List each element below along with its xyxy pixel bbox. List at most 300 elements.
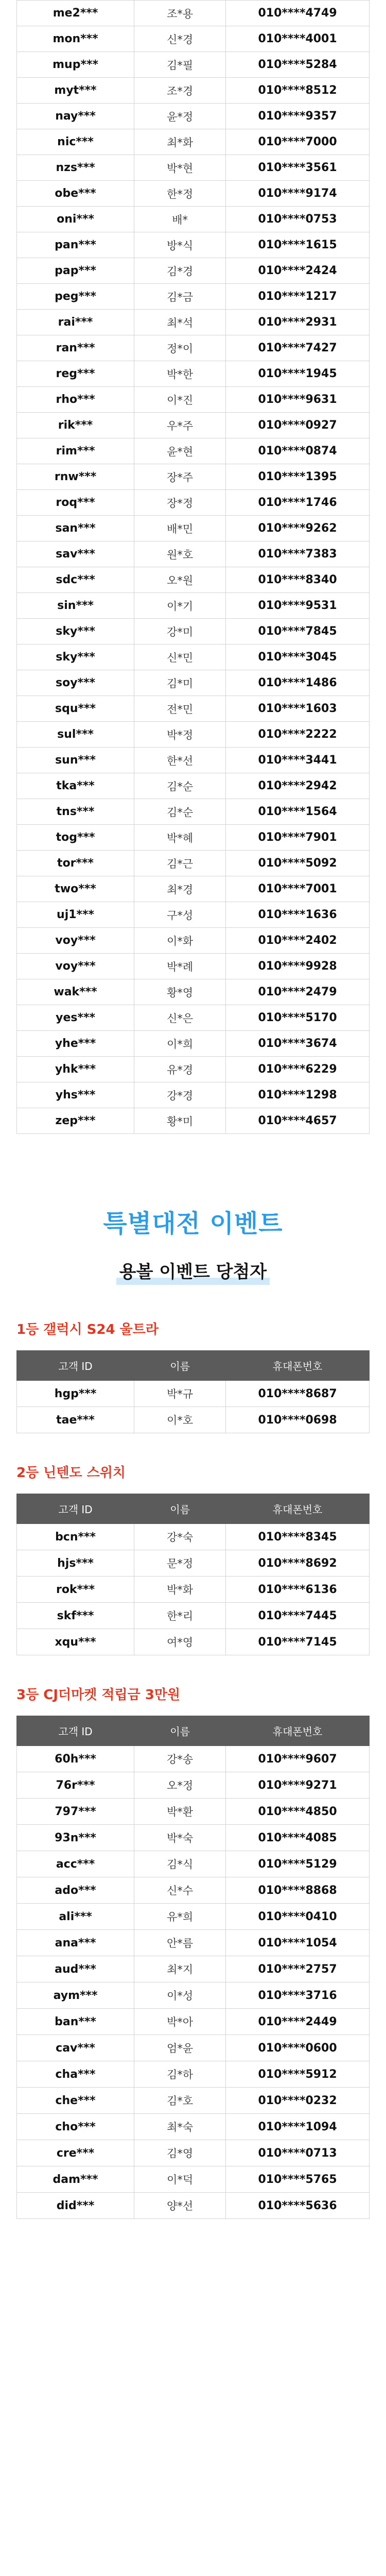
customer-id-cell: tog*** [17,825,134,851]
table-row [17,773,370,799]
customer-id-cell: sul*** [17,722,134,748]
customer-id-cell: myt*** [17,78,134,104]
customer-id-cell: uj1*** [17,902,134,928]
customer-name-cell: 장*정 [134,490,226,516]
customer-name-cell: 구*성 [134,902,226,928]
customer-name-cell: 이*호 [134,1407,226,1433]
customer-name-cell: 박*규 [134,1381,226,1407]
customer-id-cell: rim*** [17,438,134,464]
phone-number-cell: 010****7445 [226,1603,370,1629]
phone-number-cell: 010****2449 [226,2009,370,2035]
event-subtitle: 용볼 이벤트 당첨자 [119,1262,267,1282]
customer-id-cell: zep*** [17,1108,134,1134]
table-row [17,696,370,722]
phone-number-cell: 010****5765 [226,2166,370,2193]
table-row [17,2140,370,2166]
table-row [17,104,370,129]
table-row [17,1877,370,1904]
phone-number-cell: 010****2942 [226,773,370,799]
table-row [17,52,370,78]
customer-name-cell: 유*경 [134,1057,226,1082]
phone-number-cell: 010****3561 [226,155,370,181]
customer-id-cell: voy*** [17,928,134,954]
customer-name-cell: 박*한 [134,361,226,387]
customer-name-cell: 강*미 [134,619,226,645]
customer-id-cell: sky*** [17,619,134,645]
customer-name-cell: 이*기 [134,593,226,619]
phone-number-cell: 010****8692 [226,1550,370,1577]
table-row [17,258,370,284]
phone-number-cell: 010****1603 [226,696,370,722]
customer-id-cell: tae*** [17,1407,134,1433]
event-header [0,1211,386,1287]
table-row [17,1799,370,1825]
phone-number-cell: 010****9357 [226,104,370,129]
customer-id-cell: xqu*** [17,1629,134,1655]
table-row [17,1904,370,1930]
customer-name-cell: 신*수 [134,1877,226,1904]
customer-name-cell: 윤*현 [134,438,226,464]
customer-id-cell: rik*** [17,413,134,438]
customer-name-cell: 장*주 [134,464,226,490]
phone-number-cell: 010****3674 [226,1031,370,1057]
customer-id-cell: me2*** [17,1,134,26]
table-row [17,1381,370,1407]
table-row [17,1746,370,1772]
phone-number-cell: 010****7383 [226,541,370,567]
phone-number-cell: 010****2757 [226,1956,370,1982]
customer-id-cell: sun*** [17,748,134,773]
customer-id-cell: aud*** [17,1956,134,1982]
phone-number-cell: 010****8512 [226,78,370,104]
customer-name-cell: 우*주 [134,413,226,438]
table-row [17,2035,370,2061]
phone-number-cell: 010****2931 [226,310,370,335]
phone-number-cell: 010****6229 [226,1057,370,1082]
table-row [17,1082,370,1108]
table-row [17,902,370,928]
table-row [17,2061,370,2088]
table-row [17,129,370,155]
table-row [17,516,370,541]
previous-winners-table [16,0,370,1134]
customer-id-cell: che*** [17,2088,134,2114]
table-row [17,876,370,902]
customer-id-cell: rho*** [17,387,134,413]
prize-winners-table [16,1350,370,1433]
table-row [17,2114,370,2140]
table-row [17,593,370,619]
customer-id-cell: 93n*** [17,1825,134,1851]
customer-name-cell: 박*혜 [134,825,226,851]
customer-id-cell: squ*** [17,696,134,722]
table-row [17,155,370,181]
table-row [17,1407,370,1433]
customer-name-cell: 한*선 [134,748,226,773]
customer-id-cell: cho*** [17,2114,134,2140]
table-row [17,1603,370,1629]
phone-number-cell: 010****1395 [226,464,370,490]
phone-number-cell: 010****1746 [226,490,370,516]
phone-number-cell: 010****9174 [226,181,370,207]
phone-number-cell: 010****8687 [226,1381,370,1407]
customer-name-cell: 박*아 [134,2009,226,2035]
phone-number-cell: 010****4850 [226,1799,370,1825]
table-row [17,619,370,645]
customer-name-cell: 박*화 [134,1577,226,1603]
customer-name-cell: 김*식 [134,1851,226,1877]
customer-name-cell: 오*정 [134,1772,226,1799]
customer-id-cell: mon*** [17,26,134,52]
prize-label: 3등 CJ더마켓 적립금 3만원 [16,1687,181,1703]
event-title: 특별대전 이벤트 [103,1209,283,1238]
table-row [17,1524,370,1550]
phone-number-cell: 010****1564 [226,799,370,825]
customer-id-cell: sav*** [17,541,134,567]
customer-name-cell: 최*지 [134,1956,226,1982]
table-row [17,413,370,438]
prize-label: 1등 갤럭시 S24 울트라 [16,1322,159,1337]
table-row [17,1956,370,1982]
table-row [17,335,370,361]
phone-number-cell: 010****7001 [226,876,370,902]
customer-id-cell: pap*** [17,258,134,284]
phone-number-cell: 010****9631 [226,387,370,413]
phone-number-cell: 010****1945 [226,361,370,387]
header-name: 이름 [134,1494,226,1524]
phone-number-cell: 010****3716 [226,1982,370,2009]
customer-name-cell: 김*미 [134,670,226,696]
header-phone: 휴대폰번호 [226,1351,370,1381]
phone-number-cell: 010****6136 [226,1577,370,1603]
customer-name-cell: 양*선 [134,2193,226,2219]
phone-number-cell: 010****2402 [226,928,370,954]
phone-number-cell: 010****1486 [226,670,370,696]
customer-name-cell: 원*호 [134,541,226,567]
prize-table-wrap [16,1494,370,1655]
phone-number-cell: 010****8340 [226,567,370,593]
header-name: 이름 [134,1351,226,1381]
customer-name-cell: 배* [134,207,226,232]
customer-name-cell: 박*례 [134,954,226,979]
table-row [17,2166,370,2193]
previous-winners-body [17,1,370,1134]
customer-id-cell: ran*** [17,335,134,361]
table-row [17,207,370,232]
customer-name-cell: 안*름 [134,1930,226,1956]
table-header-row [17,1494,370,1524]
table-row [17,799,370,825]
customer-name-cell: 여*영 [134,1629,226,1655]
customer-id-cell: rok*** [17,1577,134,1603]
customer-name-cell: 배*민 [134,516,226,541]
customer-id-cell: tns*** [17,799,134,825]
header-customer-id: 고객 ID [17,1716,134,1746]
customer-name-cell: 한*정 [134,181,226,207]
table-row [17,541,370,567]
customer-id-cell: ali*** [17,1904,134,1930]
header-customer-id: 고객 ID [17,1351,134,1381]
customer-id-cell: yes*** [17,1005,134,1031]
phone-number-cell: 010****4657 [226,1108,370,1134]
customer-name-cell: 신*민 [134,645,226,670]
customer-id-cell: mup*** [17,52,134,78]
customer-id-cell: ana*** [17,1930,134,1956]
customer-name-cell: 한*리 [134,1603,226,1629]
phone-number-cell: 010****4001 [226,26,370,52]
phone-number-cell: 010****5284 [226,52,370,78]
customer-name-cell: 김*하 [134,2061,226,2088]
phone-number-cell: 010****1094 [226,2114,370,2140]
customer-id-cell: tor*** [17,851,134,876]
customer-name-cell: 최*숙 [134,2114,226,2140]
customer-name-cell: 오*원 [134,567,226,593]
customer-id-cell: acc*** [17,1851,134,1877]
customer-id-cell: roq*** [17,490,134,516]
table-header-row [17,1716,370,1746]
customer-name-cell: 조*용 [134,1,226,26]
customer-id-cell: san*** [17,516,134,541]
phone-number-cell: 010****4085 [226,1825,370,1851]
customer-id-cell: cre*** [17,2140,134,2166]
phone-number-cell: 010****1636 [226,902,370,928]
header-phone: 휴대폰번호 [226,1716,370,1746]
customer-name-cell: 정*이 [134,335,226,361]
phone-number-cell: 010****9928 [226,954,370,979]
phone-number-cell: 010****8868 [226,1877,370,1904]
phone-number-cell: 010****2424 [226,258,370,284]
table-row [17,26,370,52]
phone-number-cell: 010****7000 [226,129,370,155]
customer-name-cell: 신*경 [134,26,226,52]
table-row [17,645,370,670]
customer-name-cell: 황*영 [134,979,226,1005]
customer-name-cell: 박*정 [134,722,226,748]
customer-name-cell: 박*환 [134,1799,226,1825]
table-row [17,825,370,851]
phone-number-cell: 010****9607 [226,1746,370,1772]
phone-number-cell: 010****9271 [226,1772,370,1799]
customer-id-cell: aym*** [17,1982,134,2009]
customer-name-cell: 김*근 [134,851,226,876]
table-row [17,567,370,593]
table-row [17,1851,370,1877]
table-row [17,1930,370,1956]
customer-name-cell: 김*영 [134,2140,226,2166]
customer-id-cell: 797*** [17,1799,134,1825]
customer-id-cell: dam*** [17,2166,134,2193]
customer-name-cell: 김*금 [134,284,226,310]
customer-name-cell: 박*숙 [134,1825,226,1851]
phone-number-cell: 010****8345 [226,1524,370,1550]
table-row [17,722,370,748]
phone-number-cell: 010****1054 [226,1930,370,1956]
prize-winners-table [16,1716,370,2219]
customer-id-cell: wak*** [17,979,134,1005]
customer-id-cell: hgp*** [17,1381,134,1407]
customer-id-cell: obe*** [17,181,134,207]
table-row [17,1825,370,1851]
customer-id-cell: tka*** [17,773,134,799]
prize-winners-table [16,1494,370,1655]
header-name: 이름 [134,1716,226,1746]
prize-table-wrap [16,1350,370,1433]
phone-number-cell: 010****0698 [226,1407,370,1433]
table-row [17,1,370,26]
phone-number-cell: 010****7901 [226,825,370,851]
customer-id-cell: rnw*** [17,464,134,490]
phone-number-cell: 010****0600 [226,2035,370,2061]
customer-id-cell: yhs*** [17,1082,134,1108]
customer-name-cell: 방*식 [134,232,226,258]
table-row [17,1629,370,1655]
customer-name-cell: 최*석 [134,310,226,335]
table-row [17,464,370,490]
table-row [17,1005,370,1031]
customer-name-cell: 전*민 [134,696,226,722]
phone-number-cell: 010****0232 [226,2088,370,2114]
customer-name-cell: 박*현 [134,155,226,181]
phone-number-cell: 010****4749 [226,1,370,26]
phone-number-cell: 010****1217 [226,284,370,310]
phone-number-cell: 010****2479 [226,979,370,1005]
customer-id-cell: yhk*** [17,1057,134,1082]
table-row [17,490,370,516]
customer-name-cell: 김*필 [134,52,226,78]
customer-id-cell: sin*** [17,593,134,619]
customer-id-cell: skf*** [17,1603,134,1629]
customer-name-cell: 이*진 [134,387,226,413]
customer-id-cell: two*** [17,876,134,902]
customer-name-cell: 신*은 [134,1005,226,1031]
table-row [17,1982,370,2009]
table-row [17,928,370,954]
customer-id-cell: sdc*** [17,567,134,593]
phone-number-cell: 010****0874 [226,438,370,464]
table-row [17,361,370,387]
customer-id-cell: ban*** [17,2009,134,2035]
phone-number-cell: 010****5092 [226,851,370,876]
table-row [17,748,370,773]
table-row [17,310,370,335]
phone-number-cell: 010****1615 [226,232,370,258]
phone-number-cell: 010****7845 [226,619,370,645]
customer-name-cell: 강*경 [134,1082,226,1108]
customer-id-cell: did*** [17,2193,134,2219]
table-row [17,1577,370,1603]
prize-sections [0,1319,386,2219]
phone-number-cell: 010****5129 [226,1851,370,1877]
phone-number-cell: 010****0753 [226,207,370,232]
phone-number-cell: 010****5912 [226,2061,370,2088]
customer-id-cell: cha*** [17,2061,134,2088]
table-row [17,1550,370,1577]
table-row [17,78,370,104]
customer-id-cell: pan*** [17,232,134,258]
header-phone: 휴대폰번호 [226,1494,370,1524]
phone-number-cell: 010****0713 [226,2140,370,2166]
customer-id-cell: 76r*** [17,1772,134,1799]
event-subtitle-wrap [116,1258,270,1287]
table-row [17,851,370,876]
customer-name-cell: 유*희 [134,1904,226,1930]
customer-id-cell: bcn*** [17,1524,134,1550]
table-row [17,284,370,310]
customer-id-cell: oni*** [17,207,134,232]
header-customer-id: 고객 ID [17,1494,134,1524]
table-row [17,1108,370,1134]
phone-number-cell: 010****1298 [226,1082,370,1108]
customer-name-cell: 이*덕 [134,2166,226,2193]
customer-name-cell: 강*숙 [134,1524,226,1550]
customer-id-cell: nay*** [17,104,134,129]
phone-number-cell: 010****9262 [226,516,370,541]
customer-name-cell: 김*순 [134,799,226,825]
phone-number-cell: 010****3441 [226,748,370,773]
customer-name-cell: 황*미 [134,1108,226,1134]
table-row [17,387,370,413]
customer-id-cell: yhe*** [17,1031,134,1057]
phone-number-cell: 010****0927 [226,413,370,438]
phone-number-cell: 010****9531 [226,593,370,619]
table-header-row [17,1351,370,1381]
phone-number-cell: 010****7145 [226,1629,370,1655]
customer-name-cell: 최*화 [134,129,226,155]
customer-id-cell: nic*** [17,129,134,155]
table-row [17,438,370,464]
phone-number-cell: 010****5636 [226,2193,370,2219]
customer-id-cell: nzs*** [17,155,134,181]
customer-id-cell: soy*** [17,670,134,696]
customer-id-cell: cav*** [17,2035,134,2061]
customer-name-cell: 최*경 [134,876,226,902]
phone-number-cell: 010****2222 [226,722,370,748]
table-row [17,2193,370,2219]
customer-name-cell: 이*화 [134,928,226,954]
customer-id-cell: peg*** [17,284,134,310]
customer-name-cell: 엄*윤 [134,2035,226,2061]
customer-name-cell: 김*순 [134,773,226,799]
phone-number-cell: 010****5170 [226,1005,370,1031]
customer-name-cell: 이*희 [134,1031,226,1057]
table-row [17,954,370,979]
customer-id-cell: 60h*** [17,1746,134,1772]
table-row [17,1031,370,1057]
table-row [17,232,370,258]
customer-id-cell: rai*** [17,310,134,335]
phone-number-cell: 010****7427 [226,335,370,361]
table-row [17,2009,370,2035]
previous-winners-table-wrap [16,0,370,1134]
customer-name-cell: 김*호 [134,2088,226,2114]
customer-id-cell: reg*** [17,361,134,387]
table-row [17,181,370,207]
table-row [17,1772,370,1799]
customer-id-cell: voy*** [17,954,134,979]
prize-label: 2등 닌텐도 스위치 [16,1465,126,1481]
table-row [17,979,370,1005]
prize-table-wrap [16,1716,370,2219]
customer-id-cell: hjs*** [17,1550,134,1577]
table-row [17,670,370,696]
table-row [17,2088,370,2114]
phone-number-cell: 010****3045 [226,645,370,670]
table-row [17,1057,370,1082]
customer-name-cell: 이*성 [134,1982,226,2009]
customer-name-cell: 조*경 [134,78,226,104]
customer-name-cell: 김*경 [134,258,226,284]
customer-name-cell: 강*송 [134,1746,226,1772]
